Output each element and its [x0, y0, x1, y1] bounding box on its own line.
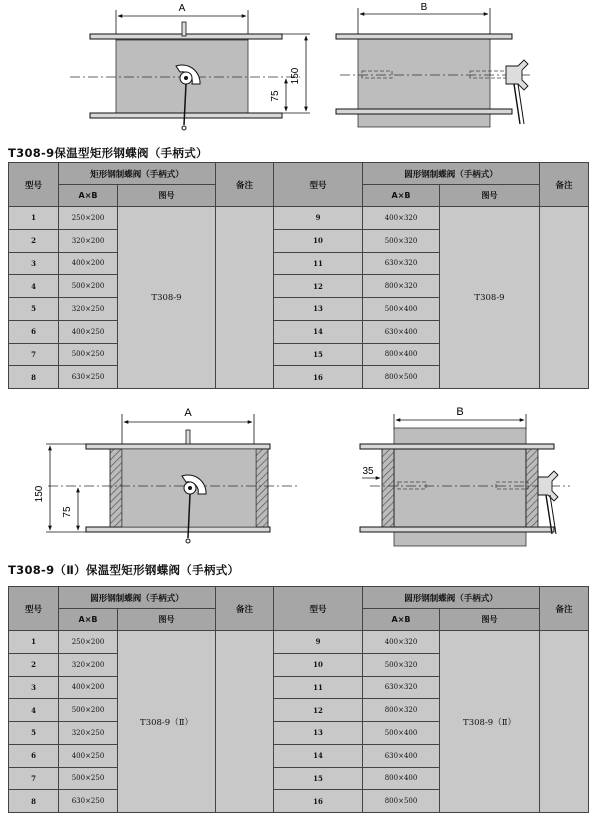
- table1-caption: T308-9保温型矩形钢蝶阀（手柄式）: [8, 146, 208, 160]
- t2-remark-header-left: 备注: [216, 587, 274, 631]
- t2-figure-header-right: 图号: [440, 609, 540, 631]
- t2-right-size: 800×500: [363, 790, 440, 813]
- t1-right-no: 16: [274, 366, 363, 389]
- t2-left-no: 6: [9, 744, 59, 767]
- t2-right-size: 800×320: [363, 699, 440, 722]
- t1-remark-header-right: 备注: [540, 163, 589, 207]
- t1-left-size: 500×200: [59, 275, 118, 298]
- t1-left-no: 4: [9, 275, 59, 298]
- t2-left-size: 250×200: [59, 631, 118, 654]
- t1-left-size: 500×250: [59, 343, 118, 366]
- t2-right-no: 14: [274, 744, 363, 767]
- t2-left-no: 8: [9, 790, 59, 813]
- table2-caption: T308-9（Ⅱ）保温型矩形钢蝶阀（手柄式）: [8, 563, 240, 577]
- t1-left-size: 250×200: [59, 207, 118, 230]
- t1-figure-header-left: 图号: [118, 185, 216, 207]
- t2-right-no: 12: [274, 699, 363, 722]
- spec-table-1: [8, 162, 589, 389]
- t1-right-no: 9: [274, 207, 363, 230]
- bottom-front-view: [34, 407, 300, 543]
- t2-left-no: 3: [9, 676, 59, 699]
- t1-remark-header-left: 备注: [216, 163, 274, 207]
- dim-b-label: B: [420, 2, 428, 13]
- t2-right-size: 500×320: [363, 653, 440, 676]
- t1-left-no: 7: [9, 343, 59, 366]
- t2-figure-header-left: 图号: [118, 609, 216, 631]
- t2-model-header-right: 型号: [274, 587, 363, 631]
- t2-right-no: 10: [274, 653, 363, 676]
- dim-35-label: 35: [362, 466, 374, 477]
- t2-left-size: 320×250: [59, 722, 118, 745]
- t1-right-figure: T308-9: [440, 207, 540, 389]
- t2-left-figure: T308-9（Ⅱ）: [118, 631, 216, 813]
- t2-left-size: 400×200: [59, 676, 118, 699]
- t2-left-size: 500×200: [59, 699, 118, 722]
- t1-right-size: 630×320: [363, 252, 440, 275]
- spec-table-2: [8, 586, 589, 813]
- t2-left-size: 500×250: [59, 767, 118, 790]
- t2-left-remark: [216, 631, 274, 813]
- dim-75-label: 75: [270, 90, 281, 102]
- t1-right-group-header: 圆形钢制蝶阀（手柄式）: [363, 163, 540, 185]
- t1-right-size: 800×500: [363, 366, 440, 389]
- t2-left-no: 7: [9, 767, 59, 790]
- t2-remark-header-right: 备注: [540, 587, 589, 631]
- dim-150-label-2: 150: [34, 485, 45, 503]
- t1-right-no: 10: [274, 229, 363, 252]
- top-drawings: [0, 0, 600, 140]
- t2-left-no: 1: [9, 631, 59, 654]
- t1-left-no: 3: [9, 252, 59, 275]
- dim-b-label-2: B: [456, 406, 464, 418]
- t2-model-header: 型号: [9, 587, 59, 631]
- dim-75-label-2: 75: [62, 506, 73, 518]
- t2-size-header-right: A×B: [363, 609, 440, 631]
- t1-left-size: 630×250: [59, 366, 118, 389]
- t1-right-no: 12: [274, 275, 363, 298]
- t1-figure-header-right: 图号: [440, 185, 540, 207]
- t2-right-no: 15: [274, 767, 363, 790]
- t2-right-no: 16: [274, 790, 363, 813]
- t1-left-size: 320×250: [59, 298, 118, 321]
- t1-size-header-right: A×B: [363, 185, 440, 207]
- dim-a-label-2: A: [184, 407, 192, 419]
- dim-150-label: 150: [290, 67, 301, 85]
- t1-right-no: 11: [274, 252, 363, 275]
- t1-right-no: 14: [274, 320, 363, 343]
- t2-left-group-header: 圆形钢制蝶阀（手柄式）: [59, 587, 216, 609]
- t1-right-no: 15: [274, 343, 363, 366]
- t2-right-remark: [540, 631, 589, 813]
- t1-right-size: 800×400: [363, 343, 440, 366]
- bottom-side-view: [360, 406, 570, 546]
- t2-left-no: 5: [9, 722, 59, 745]
- t1-left-no: 2: [9, 229, 59, 252]
- t1-left-size: 320×200: [59, 229, 118, 252]
- t1-left-no: 8: [9, 366, 59, 389]
- t1-left-group-header: 矩形钢制蝶阀（手柄式）: [59, 163, 216, 185]
- t2-left-size: 630×250: [59, 790, 118, 813]
- t1-left-remark: [216, 207, 274, 389]
- t1-right-size: 500×400: [363, 298, 440, 321]
- t2-right-figure: T308-9（Ⅱ）: [440, 631, 540, 813]
- t1-left-no: 1: [9, 207, 59, 230]
- bottom-drawings: [0, 400, 600, 560]
- t2-right-size: 400×320: [363, 631, 440, 654]
- t1-left-no: 6: [9, 320, 59, 343]
- t1-model-header-right: 型号: [274, 163, 363, 207]
- t2-left-no: 2: [9, 653, 59, 676]
- t2-right-size: 500×400: [363, 722, 440, 745]
- t1-right-size: 400×320: [363, 207, 440, 230]
- t2-left-size: 320×200: [59, 653, 118, 676]
- t2-right-size: 630×320: [363, 676, 440, 699]
- t2-right-group-header: 圆形钢制蝶阀（手柄式）: [363, 587, 540, 609]
- dim-a-label: A: [178, 3, 186, 14]
- t2-size-header-left: A×B: [59, 609, 118, 631]
- t1-right-size: 500×320: [363, 229, 440, 252]
- t1-right-size: 800×320: [363, 275, 440, 298]
- t2-right-no: 13: [274, 722, 363, 745]
- top-front-view: [70, 3, 310, 130]
- t1-model-header: 型号: [9, 163, 59, 207]
- t2-left-size: 400×250: [59, 744, 118, 767]
- t1-left-size: 400×250: [59, 320, 118, 343]
- t2-right-no: 9: [274, 631, 363, 654]
- t1-right-no: 13: [274, 298, 363, 321]
- t2-right-size: 800×400: [363, 767, 440, 790]
- top-side-view: [336, 2, 530, 127]
- t1-right-size: 630×400: [363, 320, 440, 343]
- t2-left-no: 4: [9, 699, 59, 722]
- t1-left-no: 5: [9, 298, 59, 321]
- t2-right-size: 630×400: [363, 744, 440, 767]
- t1-size-header-left: A×B: [59, 185, 118, 207]
- t1-left-size: 400×200: [59, 252, 118, 275]
- t2-right-no: 11: [274, 676, 363, 699]
- t1-right-remark: [540, 207, 589, 389]
- t1-left-figure: T308-9: [118, 207, 216, 389]
